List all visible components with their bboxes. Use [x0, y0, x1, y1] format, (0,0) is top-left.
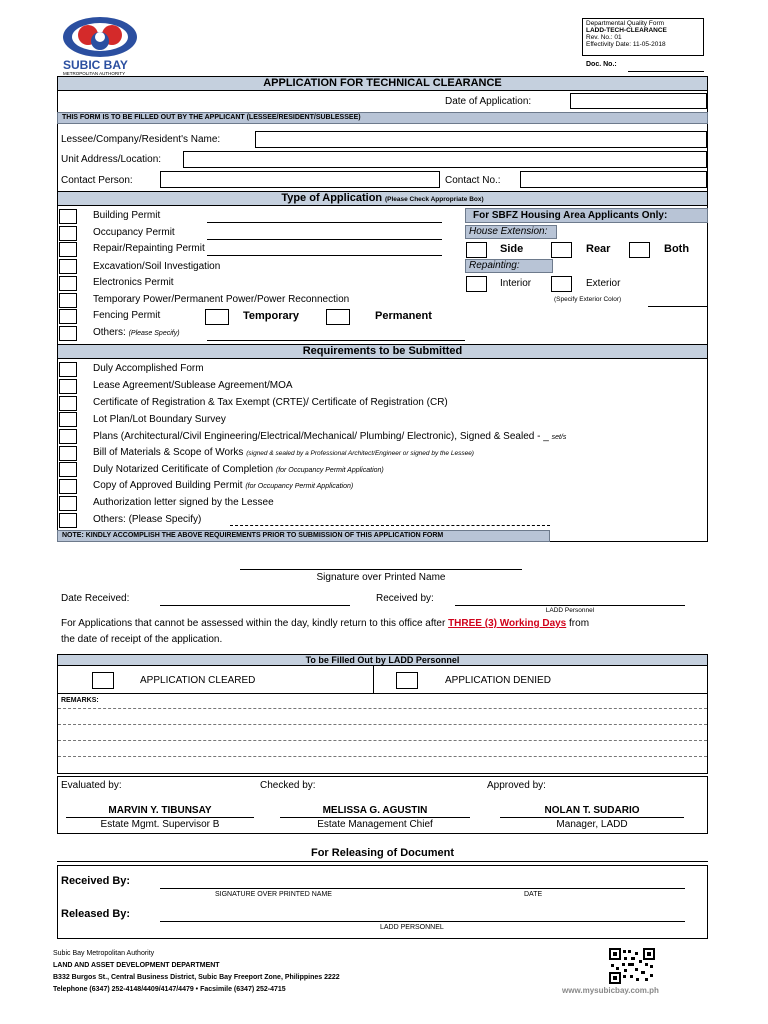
req-others-line: [230, 525, 550, 526]
signatory-3-name: NOLAN T. SUDARIO: [544, 805, 640, 816]
checkbox-temporary-power[interactable]: [59, 293, 77, 308]
checkbox-interior[interactable]: [466, 276, 487, 292]
checkbox-building-permit[interactable]: [59, 209, 77, 224]
application-cleared-label: APPLICATION CLEARED: [140, 675, 256, 686]
form-title: APPLICATION FOR TECHNICAL CLEARANCE: [263, 77, 502, 89]
signatory-3-line: [500, 817, 684, 818]
others-note: (Please Specify): [128, 330, 180, 337]
signatory-2-name: MELISSA G. AGUSTIN: [322, 805, 428, 816]
ladd-title: To be Filled Out by LADD Personnel: [305, 655, 460, 665]
req-checkbox-5[interactable]: [59, 429, 77, 444]
qr-code-icon: [609, 948, 655, 984]
type-item-temporary-power: Temporary Power/Permanent Power/Power Reconnection: [93, 294, 350, 305]
received-by-label: Received by:: [376, 593, 434, 604]
type-item-excavation: Excavation/Soil Investigation: [93, 261, 221, 272]
others-type-line: [207, 340, 465, 341]
checkbox-repair-permit[interactable]: [59, 242, 77, 257]
req-item-4: Lot Plan/Lot Boundary Survey: [93, 414, 226, 425]
release-title-line: [57, 861, 708, 862]
interior-label: Interior: [500, 278, 532, 289]
type-item-fencing-permit: Fencing Permit: [93, 310, 161, 321]
repair-permit-line: [207, 255, 442, 256]
remarks-line-1[interactable]: [58, 708, 707, 709]
logo-text: SUBIC BAY: [63, 58, 128, 72]
req-item-5: [93, 431, 566, 442]
checkbox-fencing-permit[interactable]: [59, 309, 77, 324]
type-item-electronics-permit: Electronics Permit: [93, 277, 174, 288]
req-item-1: Duly Accomplished Form: [93, 363, 204, 374]
signature-line: [240, 569, 522, 570]
checkbox-fencing-permanent[interactable]: [326, 309, 350, 325]
remarks-label: REMARKS:: [61, 697, 99, 704]
contact-person-label: Contact Person:: [61, 175, 133, 186]
return-notice-line-2: the date of receipt of the application.: [61, 634, 223, 645]
others-label: Others:: [93, 327, 126, 338]
checkbox-application-cleared[interactable]: [92, 672, 114, 689]
req-checkbox-3[interactable]: [59, 396, 77, 411]
remarks-line-2[interactable]: [58, 724, 707, 725]
type-of-application-title: [57, 192, 708, 204]
type-title-note: (Please Check Appropriate Box): [384, 196, 484, 203]
req-item-7: [93, 464, 384, 475]
date-of-application-label: Date of Application:: [445, 96, 532, 107]
return-highlight: THREE (3) Working Days: [448, 618, 567, 629]
req-item-8: [93, 480, 353, 491]
req-item-5-text: Plans (Architectural/Civil Engineering/Electrical/Mechanical/ Plumbing/ Electronic), Signed & Sealed - _: [93, 431, 549, 442]
footer-dept: LAND AND ASSET DEVELOPMENT DEPARTMENT: [53, 962, 220, 969]
signatory-2-title: Estate Management Chief: [317, 819, 433, 830]
house-extension-label: House Extension:: [469, 226, 548, 237]
release-ladd-personnel-caption: LADD PERSONNEL: [380, 924, 444, 931]
req-item-2: Lease Agreement/Sublease Agreement/MOA: [93, 380, 293, 391]
contact-no-field[interactable]: [520, 171, 707, 188]
release-date-caption: DATE: [524, 891, 543, 898]
footer-website[interactable]: www.mysubicbay.com.ph: [562, 986, 659, 995]
date-received-label: Date Received:: [61, 593, 130, 604]
exterior-color-line: [648, 306, 707, 307]
req-item-9: Authorization letter signed by the Lessee: [93, 497, 274, 508]
req-item-7-note: (for Occupancy Permit Application): [275, 467, 384, 474]
remarks-line-3[interactable]: [58, 740, 707, 741]
req-checkbox-7[interactable]: [59, 462, 77, 477]
req-checkbox-1[interactable]: [59, 362, 77, 377]
requirements-title: Requirements to be Submitted: [302, 345, 463, 357]
checkbox-fencing-temporary[interactable]: [205, 309, 229, 325]
req-item-8-text: Copy of Approved Building Permit: [93, 480, 243, 491]
signature-over-printed-name: Signature over Printed Name: [316, 572, 446, 583]
req-checkbox-4[interactable]: [59, 412, 77, 427]
qf-line-3: Rev. No.: 01: [586, 34, 622, 41]
exterior-color-note: (Specify Exterior Color): [554, 296, 622, 303]
req-item-6: [93, 447, 474, 458]
release-released-by-line[interactable]: [160, 921, 685, 922]
checkbox-exterior[interactable]: [551, 276, 572, 292]
remarks-line-4[interactable]: [58, 756, 707, 757]
applicant-notice: THIS FORM IS TO BE FILLED OUT BY THE APPLICANT (LESSEE/RESIDENT/SUBLESSEE): [62, 114, 361, 121]
req-checkbox-8[interactable]: [59, 479, 77, 494]
release-title: For Releasing of Document: [310, 847, 455, 859]
exterior-label: Exterior: [586, 278, 621, 289]
evaluated-by-label: Evaluated by:: [61, 780, 122, 791]
footer-phone: Telephone (6347) 252-4148/4409/4147/4479 • Facsimile (6347) 252-4715: [53, 986, 286, 993]
req-checkbox-6[interactable]: [59, 446, 77, 461]
signatory-3-title: Manager, LADD: [556, 819, 628, 830]
checkbox-both[interactable]: [629, 242, 650, 258]
date-received-line[interactable]: [160, 605, 350, 606]
repainting-label: Repainting:: [469, 260, 520, 271]
checkbox-occupancy-permit[interactable]: [59, 226, 77, 241]
req-item-10: Others: (Please Specify): [93, 514, 202, 525]
return-text-b: from: [566, 618, 590, 629]
release-released-by-label: Released By:: [61, 908, 131, 920]
req-checkbox-9[interactable]: [59, 496, 77, 511]
checkbox-rear[interactable]: [551, 242, 572, 258]
qf-line-2: LADD-TECH-CLEARANCE: [586, 27, 667, 34]
quality-form-box: [582, 18, 704, 56]
release-received-by-label: Received By:: [61, 875, 131, 887]
approved-by-label: Approved by:: [487, 780, 546, 791]
fencing-permanent-label: Permanent: [375, 310, 432, 322]
checkbox-others-type[interactable]: [59, 326, 77, 341]
return-text-a: For Applications that cannot be assessed within the day, kindly return to this office after: [61, 618, 449, 629]
application-denied-label: APPLICATION DENIED: [445, 675, 551, 686]
type-title-text: Type of Application: [281, 192, 383, 204]
sbfz-title: For SBFZ Housing Area Applicants Only:: [473, 210, 668, 221]
unit-address-field[interactable]: [183, 151, 707, 168]
signatory-1-title: Estate Mgmt. Supervisor B: [100, 819, 220, 830]
type-item-others: [93, 327, 180, 338]
requirements-note: NOTE: KINDLY ACCOMPLISH THE ABOVE REQUIREMENTS PRIOR TO SUBMISSION OF THIS APPLICATION FORM: [62, 532, 444, 539]
req-item-5-note: set/s: [551, 434, 567, 441]
contact-no-label: Contact No.:: [445, 175, 501, 186]
logo-subtext: METROPOLITAN AUTHORITY: [63, 71, 126, 76]
qf-line-1: Departmental Quality Form: [586, 20, 665, 27]
req-item-3: Certificate of Registration & Tax Exempt (CRTE)/ Certificate of Registration (CR): [93, 397, 448, 408]
building-permit-line: [207, 222, 442, 223]
footer-org: Subic Bay Metropolitan Authority: [53, 950, 155, 957]
footer-address: B332 Burgos St., Central Business District, Subic Bay Freeport Zone, Philippines 2222: [53, 974, 340, 981]
checkbox-side[interactable]: [466, 242, 487, 258]
checkbox-electronics-permit[interactable]: [59, 276, 77, 291]
req-checkbox-10[interactable]: [59, 513, 77, 528]
checked-by-label: Checked by:: [260, 780, 316, 791]
release-received-by-line[interactable]: [160, 888, 685, 889]
release-signature-caption: SIGNATURE OVER PRINTED NAME: [215, 891, 332, 898]
date-of-application-field[interactable]: [570, 93, 707, 109]
checkbox-application-denied[interactable]: [396, 672, 418, 689]
rear-label: Rear: [586, 243, 611, 255]
fencing-temporary-label: Temporary: [243, 310, 300, 322]
signatory-2-line: [280, 817, 470, 818]
logo-emblem-icon: [60, 14, 140, 60]
type-item-building-permit: Building Permit: [93, 210, 161, 221]
doc-no-line: [628, 71, 704, 72]
unit-address-label: Unit Address/Location:: [61, 154, 162, 165]
lessee-label: Lessee/Company/Resident's Name:: [61, 134, 221, 145]
lessee-field[interactable]: [255, 131, 707, 148]
received-by-line[interactable]: [455, 605, 685, 606]
return-notice-line-1: [61, 618, 589, 629]
req-item-6-text: Bill of Materials & Scope of Works: [93, 447, 244, 458]
doc-no-label: Doc. No.:: [586, 61, 617, 68]
req-item-6-note: (signed & sealed by a Professional Architect/Engineer or signed by the Lessee): [246, 450, 474, 457]
checkbox-excavation[interactable]: [59, 259, 77, 274]
both-label: Both: [664, 243, 690, 255]
ladd-status-divider: [373, 666, 374, 694]
side-label: Side: [500, 243, 524, 255]
ladd-personnel-caption: LADD Personnel: [545, 607, 595, 614]
signatory-1-line: [66, 817, 254, 818]
req-item-7-text: Duly Notarized Ceritificate of Completion: [93, 464, 274, 475]
contact-person-field[interactable]: [160, 171, 440, 188]
qf-line-4: Effectivity Date: 11-05-2018: [586, 41, 666, 48]
sbma-logo: [60, 14, 140, 76]
type-item-repair-permit: Repair/Repainting Permit: [93, 243, 205, 254]
type-item-occupancy-permit: Occupancy Permit: [93, 227, 175, 238]
signatory-1-name: MARVIN Y. TIBUNSAY: [108, 805, 212, 816]
req-item-8-note: (for Occupancy Permit Application): [245, 483, 354, 490]
req-checkbox-2[interactable]: [59, 379, 77, 394]
occupancy-permit-line: [207, 239, 442, 240]
